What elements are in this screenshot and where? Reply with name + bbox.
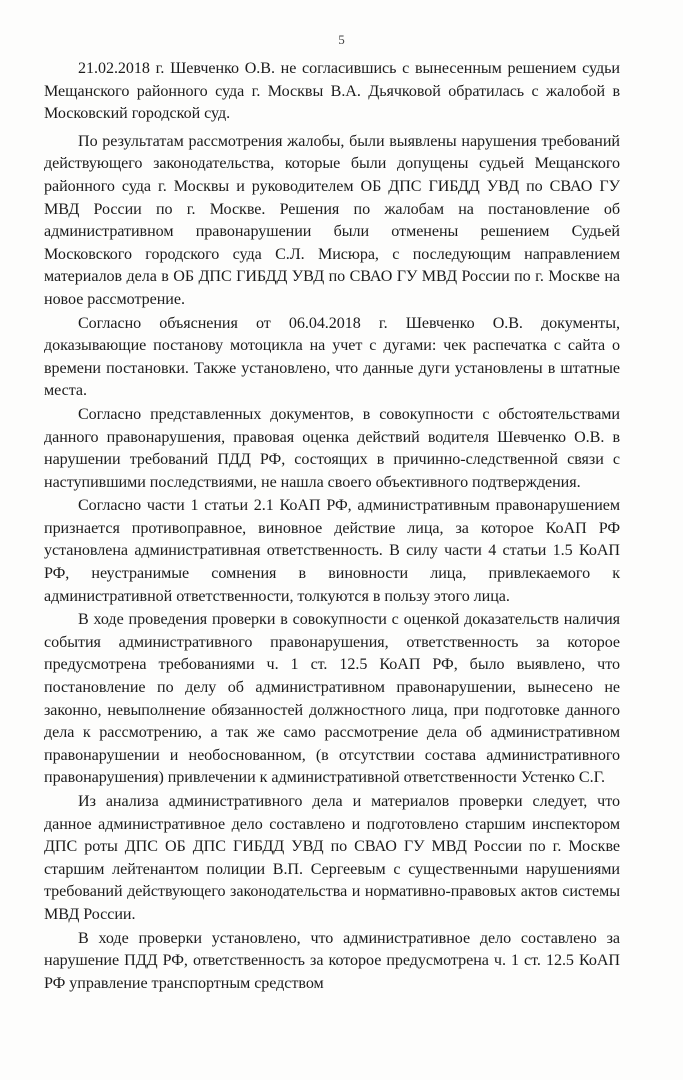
paragraph-inspection-established: В ходе проверки установлено, что административное дело составлено за нарушение ПДД РФ, ответственность за которое предусмотрена ч. 1 ст. 12.5 КоАП РФ управление транспортным средством — [44, 929, 620, 992]
paragraph-documents-assessment: Согласно представленных документов, в совокупности с обстоятельствами данного правонарушения, правовая оценка действий водителя Шевченко О.В. в нарушении требований ПДД РФ, состоящих в причинно-следственной связи с наступившими последствиями, не нашла своего объективного подтверждения. — [44, 405, 620, 491]
paragraph-koap-article: Согласно части 1 статьи 2.1 КоАП РФ, административным правонарушением признается противоправное, виновное действие лица, за которое КоАП РФ установлена административная ответственность. В силу части 4 статьи 1.5 КоАП РФ, неустранимые сомнения в виновности лица, привлекаемого к административной ответственности, толкуются в пользу этого лица. — [44, 497, 620, 605]
paragraph-inspection-findings: В ходе проведения проверки в совокупности с оценкой доказательств наличия события административного правонарушения, ответственность за которое предусмотрена требованиями ч. 1 ст. 12.5 КоАП РФ, было выявлено, что постановление по делу об административном правонарушении, вынесено не законно, невыполнение обязанностей должностного лица, при подготовке данного дела к рассмотрению, а так же само рассмотрение дела об административном правонарушении и необоснованном, (в отсутствии состава административного правонарушения) привлечении к административной ответственности Устенко С.Г. — [44, 611, 620, 787]
paragraph-case-analysis: Из анализа административного дела и материалов проверки следует, что данное административное дело составлено и подготовлено старшим инспектором ДПС роты ДПС ОБ ДПС ГИБДД УВД по СВАО ГУ МВД России по г. Москве старшим лейтенантом полиции В.П. Сергеевым с существенными нарушениями требований действующего законодательства и нормативно-правовых актов системы МВД России. — [44, 793, 620, 923]
paragraph-explanation: Согласно объяснения от 06.04.2018 г. Шевченко О.В. документы, доказывающие постанову мотоцикла на учет с дугами: чек распечатка с сайта о времени постановки. Также установлено, что данные дуги установлены в штатные места. — [44, 314, 620, 400]
paragraph-appeal: 21.02.2018 г. Шевченко О.В. не согласившись с вынесенным решением судьи Мещанского районного суда г. Москвы В.А. Дьячковой обратилась с жалобой в Московский городской суд. — [44, 60, 620, 123]
document-body — [44, 58, 620, 996]
page-number: 5 — [338, 32, 345, 47]
paragraph-appeal-results: По результатам рассмотрения жалобы, были выявлены нарушения требований действующего законодательства, которые были допущены судьей Мещанского районного суда г. Москвы и руководителем ОБ ДПС ГИБДД УВД по СВАО ГУ МВД России по г. Москве. Решения по жалобам на постановление об административном правонарушении были отменены решением Судьей Московского городского суда С.Л. Мисюра, с последующим направлением материалов дела в ОБ ДПС ГИБДД УВД по СВАО ГУ МВД России по г. Москве на новое рассмотрение. — [44, 132, 620, 308]
